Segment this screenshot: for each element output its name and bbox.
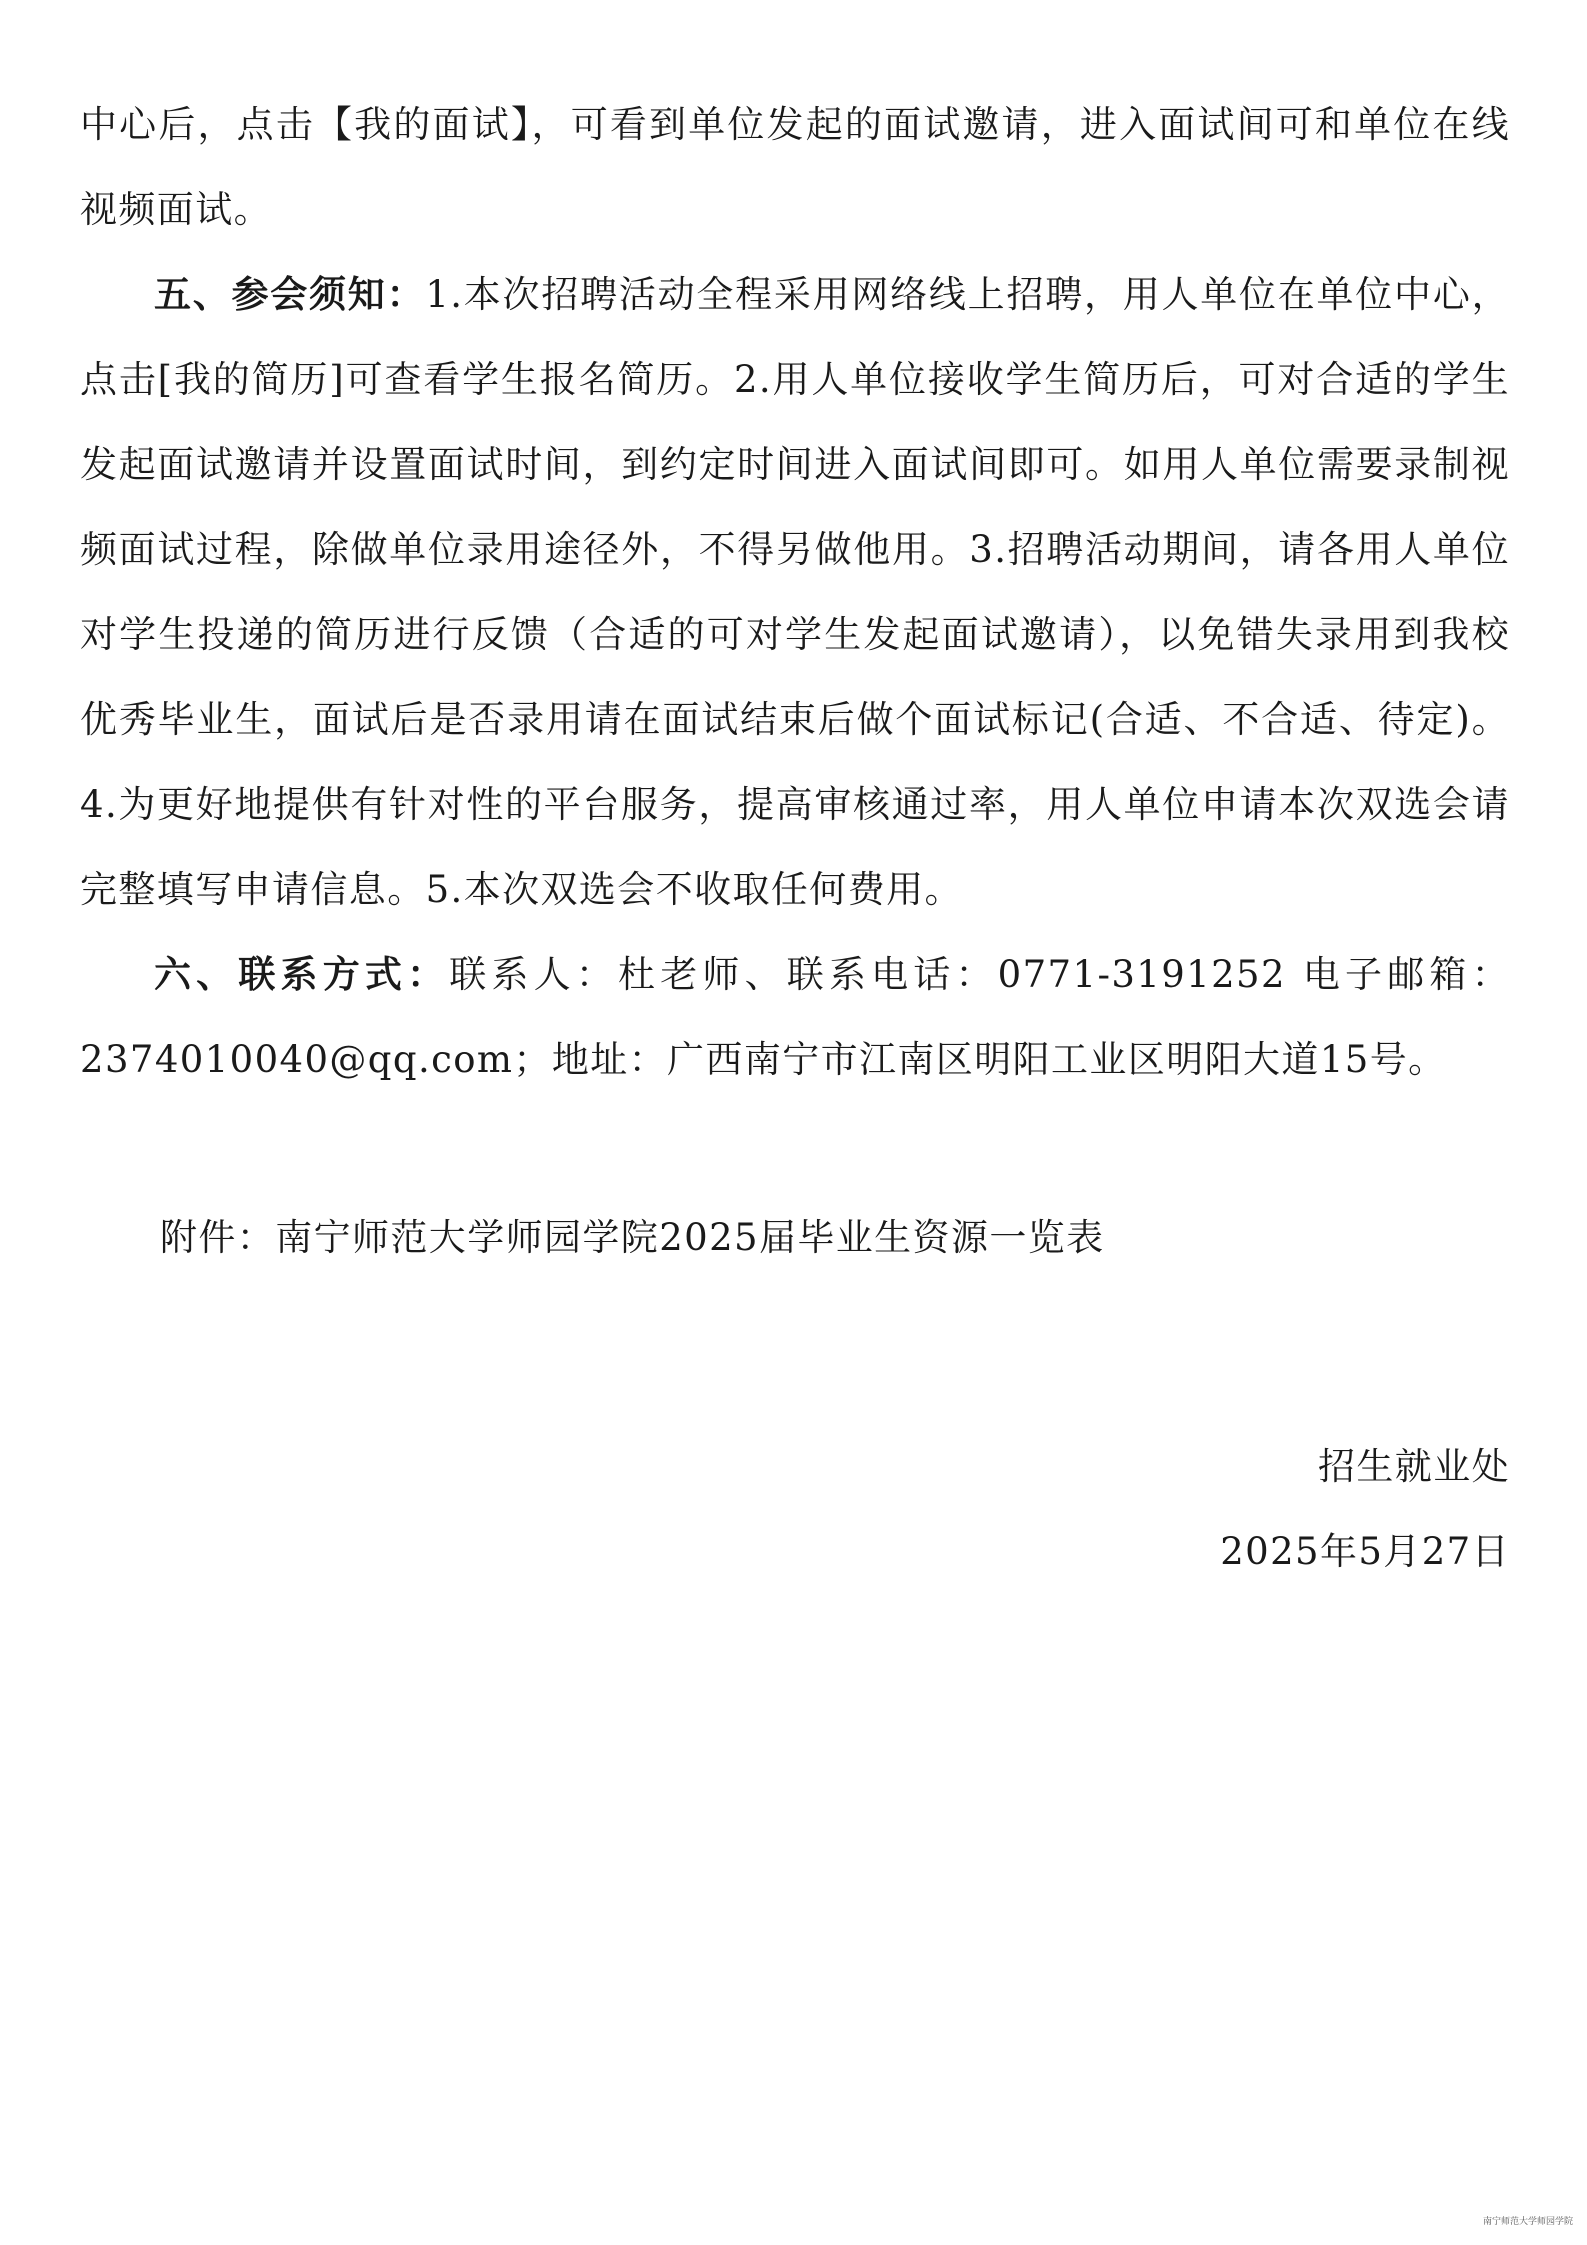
section-6-heading: 六、联系方式：	[154, 952, 450, 996]
continuation-paragraph: 中心后，点击【我的面试】，可看到单位发起的面试邀请，进入面试间可和单位在线视频面试。	[80, 103, 1510, 231]
section-5-heading: 五、参会须知：	[154, 272, 426, 316]
section-5-text: 1.本次招聘活动全程采用网络线上招聘，用人单位在单位中心，点击[我的简历]可查看学生报名简历。2.用人单位接收学生简历后，可对合适的学生发起面试邀请并设置面试时间，到约定时间进入面试间即可。如用人单位需要录制视频面试过程，除做单位录用途径外，不得另做他用。3.招聘活动期间，请各用人单位对学生投递的简历进行反馈（合适的可对学生发起面试邀请），以免错失录用到我校优秀毕业生，面试后是否录用请在面试结束后做个面试标记(合适、不合适、待定)。4.为更好地提供有针对性的平台服务，提高审核通过率，用人单位申请本次双选会请完整填写申请信息。5.本次双选会不收取任何费用。	[80, 273, 1510, 911]
signature-date: 2025年5月27日	[1220, 1530, 1510, 1573]
section-6-paragraph	[80, 932, 1510, 1102]
watermark: 南宁师范大学师园学院	[1482, 2217, 1573, 2227]
section-6-text: 联系人：杜老师、联系电话：0771-3191252 电子邮箱：2374010040@qq.com；地址：广西南宁市江南区明阳工业区明阳大道15号。	[80, 953, 1511, 1081]
signature-office: 招生就业处	[1318, 1445, 1510, 1488]
attachment-line: 附件：南宁师范大学师园学院2025届毕业生资源一览表	[160, 1216, 1105, 1259]
document-body	[80, 82, 1510, 1102]
section-5-paragraph	[80, 252, 1510, 932]
